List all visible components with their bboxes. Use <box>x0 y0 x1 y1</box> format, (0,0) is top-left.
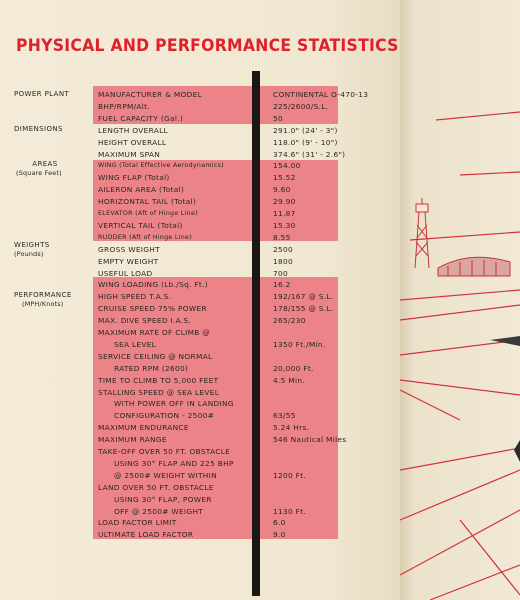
row-value: 8.55 <box>273 232 291 242</box>
section-label: DIMENSIONS <box>14 125 63 133</box>
table-row <box>0 363 400 375</box>
red-line <box>436 112 520 120</box>
row-value: 1350 Ft./Min. <box>273 339 326 349</box>
row-label: GROSS WEIGHT <box>98 244 160 254</box>
section-label: WEIGHTS <box>14 241 50 249</box>
red-line <box>430 565 520 600</box>
row-value: 374.6" (31' - 2.6") <box>273 149 346 159</box>
red-line <box>400 290 520 300</box>
row-value: 16.2 <box>273 280 291 290</box>
row-label: WING (Total Effective Aerodynamics) <box>98 162 224 170</box>
row-label: CONFIGURATION - 2500# <box>114 411 215 421</box>
row-label: USING 30° FLAP, POWER <box>114 494 212 504</box>
row-label: USEFUL LOAD <box>98 268 153 278</box>
row-label: SERVICE CEILING @ NORMAL <box>98 351 213 361</box>
airfield-illustration <box>400 0 520 600</box>
row-label: MAXIMUM RANGE <box>98 435 167 445</box>
table-row <box>0 208 400 220</box>
row-label: OFF @ 2500# WEIGHT <box>114 506 204 516</box>
table-row <box>0 351 400 363</box>
table-row <box>0 160 400 172</box>
table-row <box>0 529 400 541</box>
row-value: 1800 <box>273 256 294 266</box>
row-value: 15.30 <box>273 220 296 230</box>
table-row <box>0 184 400 196</box>
table-row <box>0 422 400 434</box>
row-value: 154.00 <box>273 161 301 171</box>
row-value: 9.60 <box>273 185 291 195</box>
row-label: LAND OVER 50 FT. OBSTACLE <box>98 482 214 492</box>
table-row <box>0 339 400 351</box>
row-value: 546 Nautical Miles <box>273 435 347 445</box>
row-value: 291.0" (24' - 3") <box>273 125 338 135</box>
red-line <box>400 390 460 420</box>
section-label: PERFORMANCE <box>14 291 72 299</box>
row-value: 118.0" (9' - 10") <box>273 137 338 147</box>
row-label: MAX. DIVE SPEED I.A.S. <box>98 316 192 326</box>
table-row <box>0 125 400 137</box>
row-label: HIGH SPEED T.A.S. <box>98 292 172 302</box>
illustration-page <box>400 0 520 600</box>
red-line <box>400 448 520 470</box>
section-label: AREAS <box>32 160 58 168</box>
row-value: 63/55 <box>273 411 296 421</box>
table-row <box>0 291 400 303</box>
table-row <box>0 172 400 184</box>
row-label: EMPTY WEIGHT <box>98 256 159 266</box>
row-label: CRUISE SPEED 75% POWER <box>98 304 207 314</box>
table-row <box>0 327 400 339</box>
airplane-wing-icon <box>490 336 520 346</box>
table-row <box>0 137 400 149</box>
red-line <box>400 510 520 575</box>
row-value: 700 <box>273 268 289 278</box>
table-row <box>0 256 400 268</box>
row-value: CONTINENTAL O-470-13 <box>273 90 369 99</box>
red-line <box>400 305 520 320</box>
row-label: MAXIMUM RATE OF CLIMB @ <box>98 328 210 337</box>
row-value: 29.90 <box>273 197 296 207</box>
row-value: 178/155 @ S.L. <box>273 304 334 314</box>
row-label: MANUFACTURER & MODEL <box>98 90 203 99</box>
table-row <box>0 220 400 232</box>
row-label: RATED RPM (2600) <box>114 363 189 373</box>
row-value: 225/2600/S.L. <box>273 101 329 111</box>
row-value: 15.52 <box>273 173 296 183</box>
red-line <box>460 172 520 175</box>
row-value: 5.24 Hrs. <box>273 423 310 433</box>
row-value: 20,000 Ft. <box>273 363 314 373</box>
red-line <box>460 520 520 595</box>
hangar-icon <box>438 257 510 276</box>
row-label: STALLING SPEED @ SEA LEVEL <box>98 387 220 397</box>
table-row <box>0 387 400 399</box>
row-value: 9.0 <box>273 530 286 540</box>
row-label: FUEL CAPACITY (Gal.) <box>98 113 184 123</box>
row-label: TIME TO CLIMB TO 5,000 FEET <box>98 375 219 385</box>
table-row <box>0 494 400 506</box>
section-sublabel: (Square Feet) <box>16 169 62 177</box>
table-row <box>0 470 400 482</box>
row-label: USING 30° FLAP AND 225 BHP <box>114 458 234 468</box>
table-row <box>0 434 400 446</box>
row-value: 2500 <box>273 244 294 254</box>
row-label: WING LOADING (Lb./Sq. Ft.) <box>98 280 208 290</box>
table-row <box>0 101 400 113</box>
row-label: MAXIMUM SPAN <box>98 149 161 159</box>
row-label: LENGTH OVERALL <box>98 125 168 135</box>
table-row <box>0 398 400 410</box>
page-title: PHYSICAL AND PERFORMANCE STATISTICS <box>16 36 399 56</box>
row-value: 1200 Ft. <box>273 470 307 480</box>
row-label: @ 2500# WEIGHT WITHIN <box>114 470 217 480</box>
table-row <box>0 517 400 529</box>
row-value: 11.87 <box>273 209 296 218</box>
table-row <box>0 446 400 458</box>
red-line <box>400 380 520 395</box>
red-line <box>400 470 520 520</box>
row-value: 4.5 Min. <box>273 375 305 385</box>
row-label: MAXIMUM ENDURANCE <box>98 423 189 433</box>
row-label: HORIZONTAL TAIL (Total) <box>98 197 197 207</box>
table-row <box>0 279 400 291</box>
row-label: WING FLAP (Total) <box>98 173 170 183</box>
row-label: WITH POWER OFF IN LANDING <box>114 399 234 409</box>
row-value: 1130 Ft. <box>273 506 307 516</box>
tower-icon <box>415 198 429 268</box>
table-row <box>0 315 400 327</box>
section-label: POWER PLANT <box>14 90 70 98</box>
row-label: RUDDER (Aft of Hinge Line) <box>98 233 192 241</box>
table-row <box>0 506 400 518</box>
section-sublabel: (Pounds) <box>14 250 44 258</box>
row-label: LOAD FACTOR LIMIT <box>98 518 177 528</box>
airplane-tail-icon <box>514 440 520 462</box>
table-row <box>0 268 400 280</box>
row-value: 6.0 <box>273 518 286 528</box>
row-label: AILERON AREA (Total) <box>98 185 185 195</box>
table-row <box>0 113 400 125</box>
table-row <box>0 89 400 101</box>
row-label: ELEVATOR (Aft of Hinge Line) <box>98 210 198 217</box>
table-row <box>0 232 400 244</box>
row-label: ULTIMATE LOAD FACTOR <box>98 530 194 540</box>
row-value: 192/167 @ S.L. <box>273 292 334 302</box>
table-row <box>0 149 400 161</box>
row-value: 50 <box>273 113 284 123</box>
row-value: 265/230 <box>273 316 306 326</box>
row-label: VERTICAL TAIL (Total) <box>98 220 183 230</box>
table-row <box>0 375 400 387</box>
row-label: SEA LEVEL <box>114 339 157 349</box>
row-label: BHP/RPM/Alt. <box>98 101 150 111</box>
row-label: HEIGHT OVERALL <box>98 137 167 147</box>
table-row <box>0 482 400 494</box>
table-row <box>0 244 400 256</box>
table-row <box>0 196 400 208</box>
table-row <box>0 410 400 422</box>
row-label: TAKE-OFF OVER 50 FT. OBSTACLE <box>98 447 231 456</box>
section-sublabel: (MPH/Knots) <box>22 300 64 308</box>
table-row <box>0 458 400 470</box>
table-row <box>0 303 400 315</box>
